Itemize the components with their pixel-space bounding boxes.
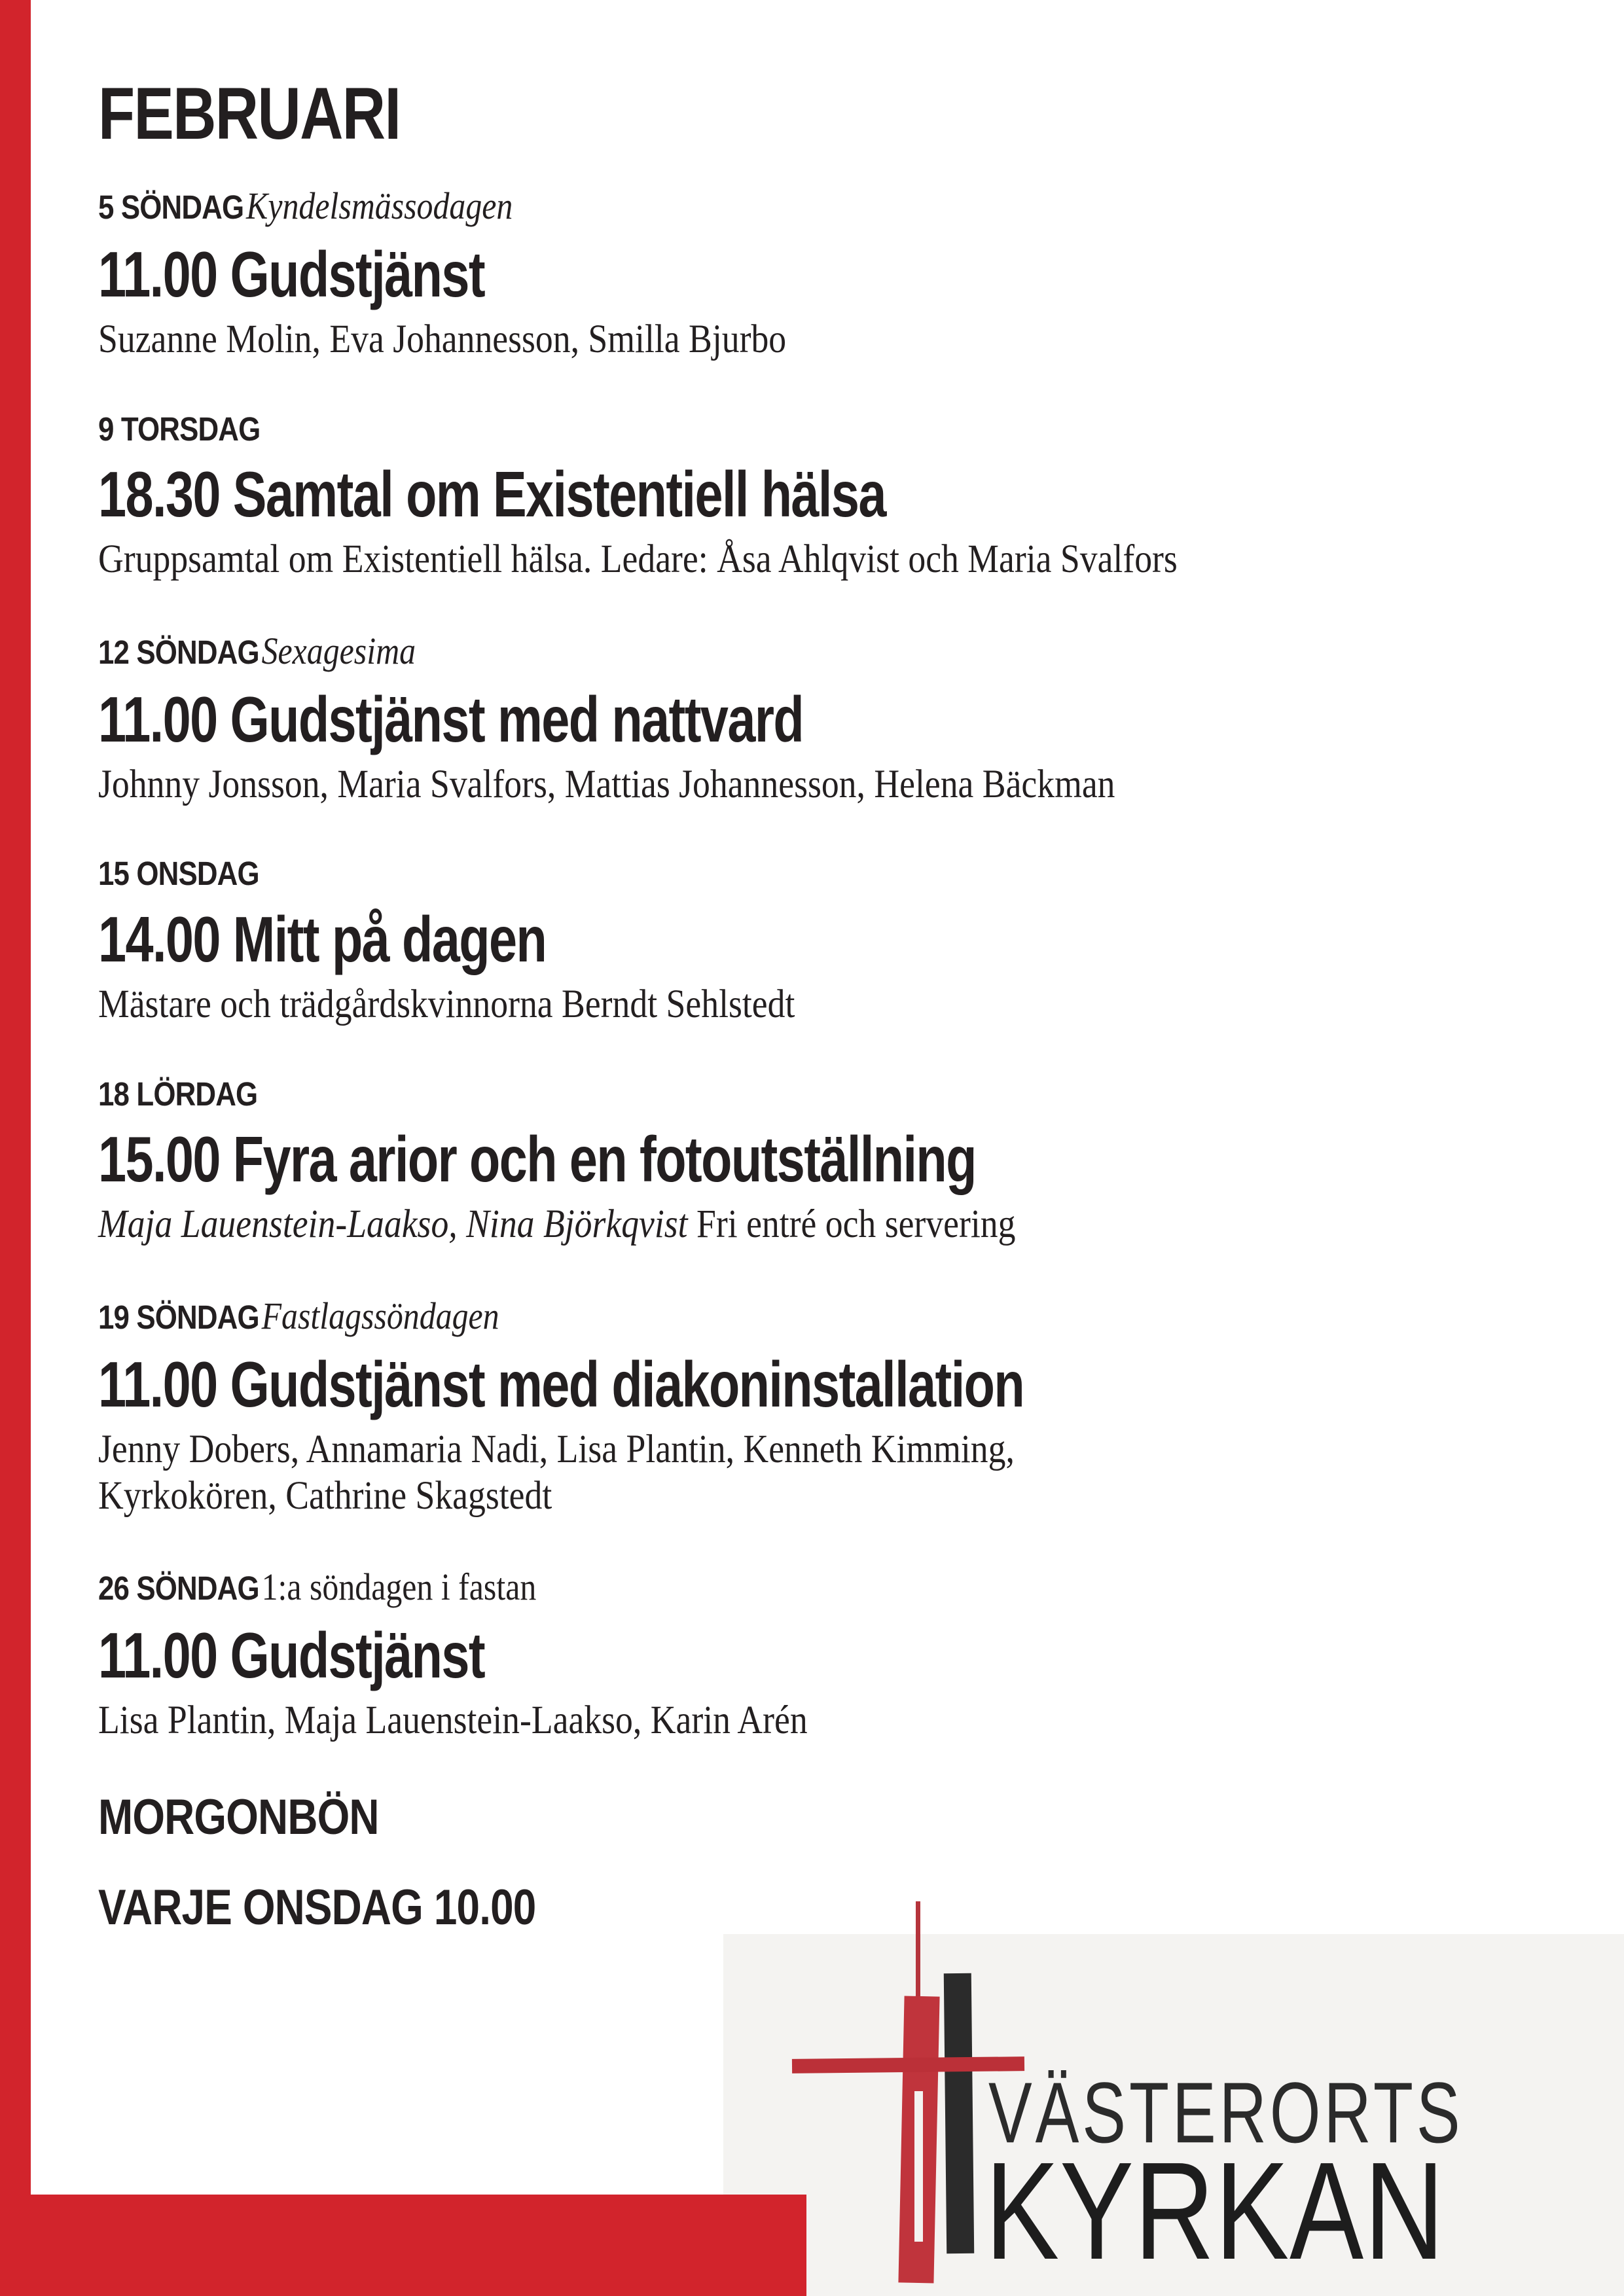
morning-prayer-schedule: VARJE ONSDAG 10.00: [98, 1879, 536, 1935]
event-day-name: Fastlagssöndagen: [261, 1294, 499, 1337]
event-title: 11.00 Gudstjänst: [98, 1619, 485, 1692]
event-participants: [98, 982, 1406, 1028]
event-day-line: [98, 1294, 1376, 1337]
events-list: [98, 187, 1584, 1744]
participants-text: Mästare och trädgårdskvinnorna Berndt Sehlstedt: [98, 982, 795, 1026]
participants-text: Gruppsamtal om Existentiell hälsa. Ledare: Åsa Ahlqvist och Maria Svalfors: [98, 537, 1178, 582]
event-participants: [98, 1202, 1406, 1248]
month-title: FEBRUARI: [98, 73, 401, 154]
participants-text: Fri entré och servering: [696, 1202, 1016, 1247]
event-day-line: [98, 856, 1376, 891]
event-day-label: 5 SÖNDAG: [98, 188, 244, 226]
event-day-label: 18 LÖRDAG: [98, 1075, 258, 1113]
participants-text: Kyrkokören, Cathrine Skagstedt: [98, 1473, 552, 1518]
event-day-line: [98, 629, 1376, 672]
event-title: 11.00 Gudstjänst: [98, 238, 485, 310]
event-title: 18.30 Samtal om Existentiell hälsa: [98, 458, 886, 531]
event-title: 11.00 Gudstjänst med nattvard: [98, 683, 804, 755]
event-title: 11.00 Gudstjänst med diakoninstallation: [98, 1348, 1024, 1420]
logo-cross-inner-slit: [914, 2091, 923, 2242]
participants-text: Lisa Plantin, Maja Lauenstein-Laakso, Karin Arén: [98, 1698, 808, 1743]
event-day-label: 19 SÖNDAG: [98, 1298, 259, 1336]
event-block: [98, 412, 1584, 583]
event-day-name: Sexagesima: [261, 629, 416, 672]
event-participants: [98, 1427, 1406, 1520]
event-day-name: Kyndelsmässodagen: [246, 185, 513, 227]
logo-name-top: VÄSTERORTS: [988, 2064, 1464, 2161]
event-block: [98, 1568, 1584, 1744]
event-day-label: 12 SÖNDAG: [98, 633, 259, 671]
event-title: 14.00 Mitt på dagen: [98, 903, 547, 975]
logo-name-bottom: KYRKAN: [985, 2133, 1445, 2288]
event-block: [98, 1077, 1584, 1248]
event-day-line: [98, 187, 1376, 226]
participants-text: Suzanne Molin, Eva Johannesson, Smilla Bjurbo: [98, 317, 787, 361]
event-title: 15.00 Fyra arior och en fotoutställning: [98, 1123, 976, 1196]
event-day-line: [98, 412, 1376, 447]
event-day-label: 26 SÖNDAG: [98, 1570, 259, 1607]
event-participants: [98, 537, 1406, 583]
footer: [98, 1789, 1584, 1935]
event-participants: [98, 1698, 1406, 1744]
event-block: [98, 1294, 1584, 1519]
event-participants: [98, 762, 1406, 808]
event-participants: [98, 317, 1406, 363]
participants-text: Jenny Dobers, Annamaria Nadi, Lisa Plantin, Kenneth Kimming,: [98, 1427, 1015, 1471]
participants-text: Johnny Jonsson, Maria Svalfors, Mattias Johannesson, Helena Bäckman: [98, 762, 1115, 806]
event-day-label: 9 TORSDAG: [98, 410, 261, 448]
event-block: [98, 856, 1584, 1028]
event-day-name: 1:a söndagen i fastan: [261, 1566, 537, 1609]
event-day-label: 15 ONSDAG: [98, 855, 259, 893]
logo-cross-black-bar: [944, 1973, 974, 2253]
event-block: [98, 187, 1584, 363]
bottom-red-block: [0, 2195, 806, 2296]
participants-text: Maja Lauenstein-Laakso, Nina Björkqvist: [98, 1202, 697, 1247]
event-day-line: [98, 1568, 1376, 1607]
event-day-line: [98, 1077, 1376, 1112]
left-red-bar: [0, 0, 31, 2296]
morning-prayer-title: MORGONBÖN: [98, 1789, 379, 1845]
event-block: [98, 629, 1584, 808]
program-column: [98, 73, 1584, 1935]
